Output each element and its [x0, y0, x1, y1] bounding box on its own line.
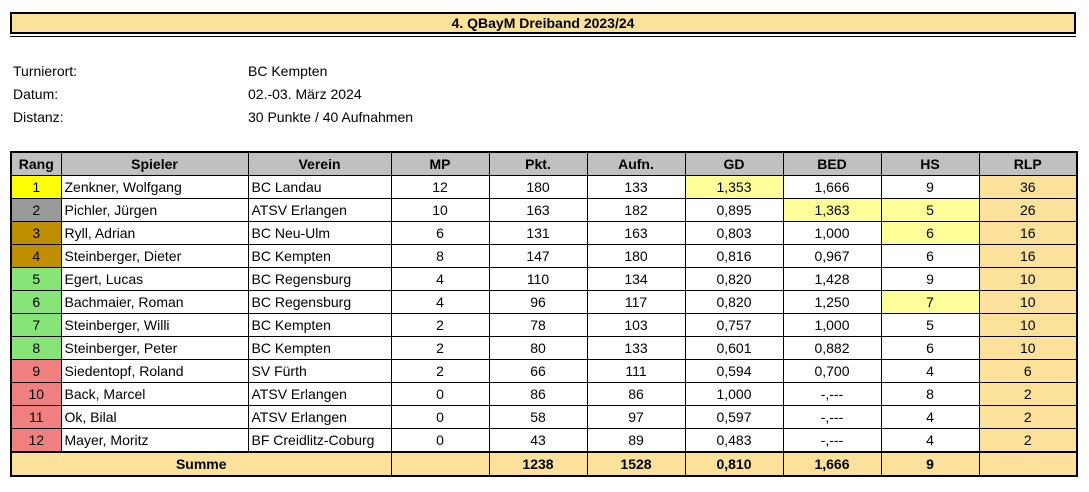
cell-bed: 1,000	[783, 314, 881, 337]
cell-gd: 0,601	[685, 337, 783, 360]
table-row	[11, 222, 1077, 245]
cell-bed: 1,363	[783, 199, 881, 222]
cell-rang: 3	[11, 222, 61, 245]
header-row	[11, 152, 1077, 176]
cell-gd: 0,597	[685, 406, 783, 429]
cell-spieler: Back, Marcel	[61, 383, 248, 406]
cell-rlp: 16	[979, 245, 1077, 268]
cell-hs: 4	[881, 360, 979, 383]
cell-verein: SV Fürth	[248, 360, 391, 383]
cell-rang: 1	[11, 176, 61, 199]
cell-bed: 1,250	[783, 291, 881, 314]
cell-bed: 1,428	[783, 268, 881, 291]
cell-rlp: 2	[979, 429, 1077, 453]
table-row	[11, 360, 1077, 383]
info-label: Datum:	[13, 86, 59, 102]
cell-verein: BC Kempten	[248, 337, 391, 360]
summary-hs: 9	[881, 452, 979, 476]
cell-aufn: 133	[587, 176, 685, 199]
cell-aufn: 89	[587, 429, 685, 453]
cell-verein: BC Kempten	[248, 245, 391, 268]
table-row	[11, 337, 1077, 360]
table-row	[11, 291, 1077, 314]
summary-mp	[391, 452, 489, 476]
cell-gd: 0,483	[685, 429, 783, 453]
cell-rlp: 10	[979, 268, 1077, 291]
cell-gd: 0,803	[685, 222, 783, 245]
cell-aufn: 182	[587, 199, 685, 222]
table-row	[11, 268, 1077, 291]
header-gd: GD	[685, 152, 783, 176]
cell-pkt: 180	[489, 176, 587, 199]
info-value: 02.-03. März 2024	[248, 86, 362, 102]
cell-spieler: Pichler, Jürgen	[61, 199, 248, 222]
cell-bed: -,---	[783, 383, 881, 406]
table-row	[11, 314, 1077, 337]
summary-pkt: 1238	[489, 452, 587, 476]
header-aufn: Aufn.	[587, 152, 685, 176]
cell-bed: -,---	[783, 429, 881, 453]
cell-verein: BC Regensburg	[248, 268, 391, 291]
cell-rlp: 10	[979, 337, 1077, 360]
cell-spieler: Steinberger, Willi	[61, 314, 248, 337]
cell-mp: 6	[391, 222, 489, 245]
cell-verein: BC Neu-Ulm	[248, 222, 391, 245]
cell-rlp: 2	[979, 406, 1077, 429]
cell-verein: BF Creidlitz-Coburg	[248, 429, 391, 453]
cell-mp: 2	[391, 337, 489, 360]
cell-pkt: 163	[489, 199, 587, 222]
header-rang: Rang	[11, 152, 61, 176]
cell-spieler: Zenkner, Wolfgang	[61, 176, 248, 199]
cell-hs: 5	[881, 199, 979, 222]
header-spieler: Spieler	[61, 152, 248, 176]
cell-mp: 4	[391, 291, 489, 314]
cell-mp: 8	[391, 245, 489, 268]
cell-gd: 0,757	[685, 314, 783, 337]
cell-rang: 4	[11, 245, 61, 268]
cell-mp: 2	[391, 314, 489, 337]
cell-spieler: Egert, Lucas	[61, 268, 248, 291]
cell-verein: BC Regensburg	[248, 291, 391, 314]
cell-rang: 10	[11, 383, 61, 406]
summary-label: Summe	[11, 452, 391, 476]
cell-spieler: Steinberger, Peter	[61, 337, 248, 360]
header-mp: MP	[391, 152, 489, 176]
cell-hs: 4	[881, 406, 979, 429]
cell-pkt: 147	[489, 245, 587, 268]
cell-pkt: 78	[489, 314, 587, 337]
cell-pkt: 96	[489, 291, 587, 314]
cell-aufn: 86	[587, 383, 685, 406]
cell-aufn: 133	[587, 337, 685, 360]
cell-hs: 6	[881, 222, 979, 245]
info-value: 30 Punkte / 40 Aufnahmen	[248, 109, 414, 125]
cell-rang: 6	[11, 291, 61, 314]
cell-pkt: 80	[489, 337, 587, 360]
cell-rang: 7	[11, 314, 61, 337]
cell-gd: 1,000	[685, 383, 783, 406]
summary-aufn: 1528	[587, 452, 685, 476]
cell-aufn: 111	[587, 360, 685, 383]
info-label: Turnierort:	[13, 63, 78, 79]
cell-rang: 5	[11, 268, 61, 291]
cell-verein: ATSV Erlangen	[248, 406, 391, 429]
table-row	[11, 383, 1077, 406]
cell-spieler: Steinberger, Dieter	[61, 245, 248, 268]
info-label: Distanz:	[13, 109, 64, 125]
header-bed: BED	[783, 152, 881, 176]
cell-bed: 0,700	[783, 360, 881, 383]
cell-rang: 9	[11, 360, 61, 383]
cell-rlp: 16	[979, 222, 1077, 245]
divider	[10, 36, 1076, 37]
cell-hs: 6	[881, 245, 979, 268]
cell-mp: 0	[391, 383, 489, 406]
cell-aufn: 103	[587, 314, 685, 337]
cell-verein: BC Kempten	[248, 314, 391, 337]
cell-spieler: Ryll, Adrian	[61, 222, 248, 245]
cell-spieler: Bachmaier, Roman	[61, 291, 248, 314]
cell-hs: 7	[881, 291, 979, 314]
cell-rlp: 2	[979, 383, 1077, 406]
cell-gd: 0,594	[685, 360, 783, 383]
cell-hs: 5	[881, 314, 979, 337]
cell-gd: 0,820	[685, 291, 783, 314]
header-hs: HS	[881, 152, 979, 176]
cell-rang: 11	[11, 406, 61, 429]
cell-mp: 0	[391, 406, 489, 429]
cell-aufn: 180	[587, 245, 685, 268]
cell-aufn: 134	[587, 268, 685, 291]
table-title: 4. QBayM Dreiband 2023/24	[10, 12, 1076, 34]
cell-gd: 1,353	[685, 176, 783, 199]
cell-verein: ATSV Erlangen	[248, 199, 391, 222]
summary-gd: 0,810	[685, 452, 783, 476]
table-row	[11, 245, 1077, 268]
cell-gd: 0,816	[685, 245, 783, 268]
cell-mp: 4	[391, 268, 489, 291]
cell-spieler: Mayer, Moritz	[61, 429, 248, 453]
cell-pkt: 131	[489, 222, 587, 245]
cell-pkt: 86	[489, 383, 587, 406]
table-row	[11, 176, 1077, 199]
cell-rlp: 36	[979, 176, 1077, 199]
cell-rlp: 10	[979, 291, 1077, 314]
cell-rang: 2	[11, 199, 61, 222]
cell-bed: 0,967	[783, 245, 881, 268]
cell-spieler: Ok, Bilal	[61, 406, 248, 429]
cell-rang: 12	[11, 429, 61, 453]
cell-spieler: Siedentopf, Roland	[61, 360, 248, 383]
cell-bed: 1,666	[783, 176, 881, 199]
header-rlp: RLP	[979, 152, 1077, 176]
cell-hs: 8	[881, 383, 979, 406]
cell-rang: 8	[11, 337, 61, 360]
cell-mp: 12	[391, 176, 489, 199]
cell-hs: 4	[881, 429, 979, 453]
cell-mp: 2	[391, 360, 489, 383]
cell-gd: 0,895	[685, 199, 783, 222]
cell-pkt: 66	[489, 360, 587, 383]
cell-aufn: 117	[587, 291, 685, 314]
summary-rlp	[979, 452, 1077, 476]
cell-rlp: 6	[979, 360, 1077, 383]
cell-verein: BC Landau	[248, 176, 391, 199]
cell-aufn: 163	[587, 222, 685, 245]
header-pkt: Pkt.	[489, 152, 587, 176]
summary-row	[11, 452, 1077, 476]
cell-aufn: 97	[587, 406, 685, 429]
table-row	[11, 429, 1077, 453]
cell-pkt: 58	[489, 406, 587, 429]
info-value: BC Kempten	[248, 63, 328, 79]
cell-verein: ATSV Erlangen	[248, 383, 391, 406]
header-verein: Verein	[248, 152, 391, 176]
cell-bed: 1,000	[783, 222, 881, 245]
table-row	[11, 406, 1077, 429]
cell-hs: 9	[881, 268, 979, 291]
table-row	[11, 199, 1077, 222]
cell-mp: 0	[391, 429, 489, 453]
summary-bed: 1,666	[783, 452, 881, 476]
cell-rlp: 10	[979, 314, 1077, 337]
cell-pkt: 43	[489, 429, 587, 453]
cell-pkt: 110	[489, 268, 587, 291]
cell-bed: 0,882	[783, 337, 881, 360]
cell-hs: 6	[881, 337, 979, 360]
results-table	[10, 151, 1078, 477]
cell-rlp: 26	[979, 199, 1077, 222]
cell-bed: -,---	[783, 406, 881, 429]
cell-mp: 10	[391, 199, 489, 222]
cell-hs: 9	[881, 176, 979, 199]
cell-gd: 0,820	[685, 268, 783, 291]
